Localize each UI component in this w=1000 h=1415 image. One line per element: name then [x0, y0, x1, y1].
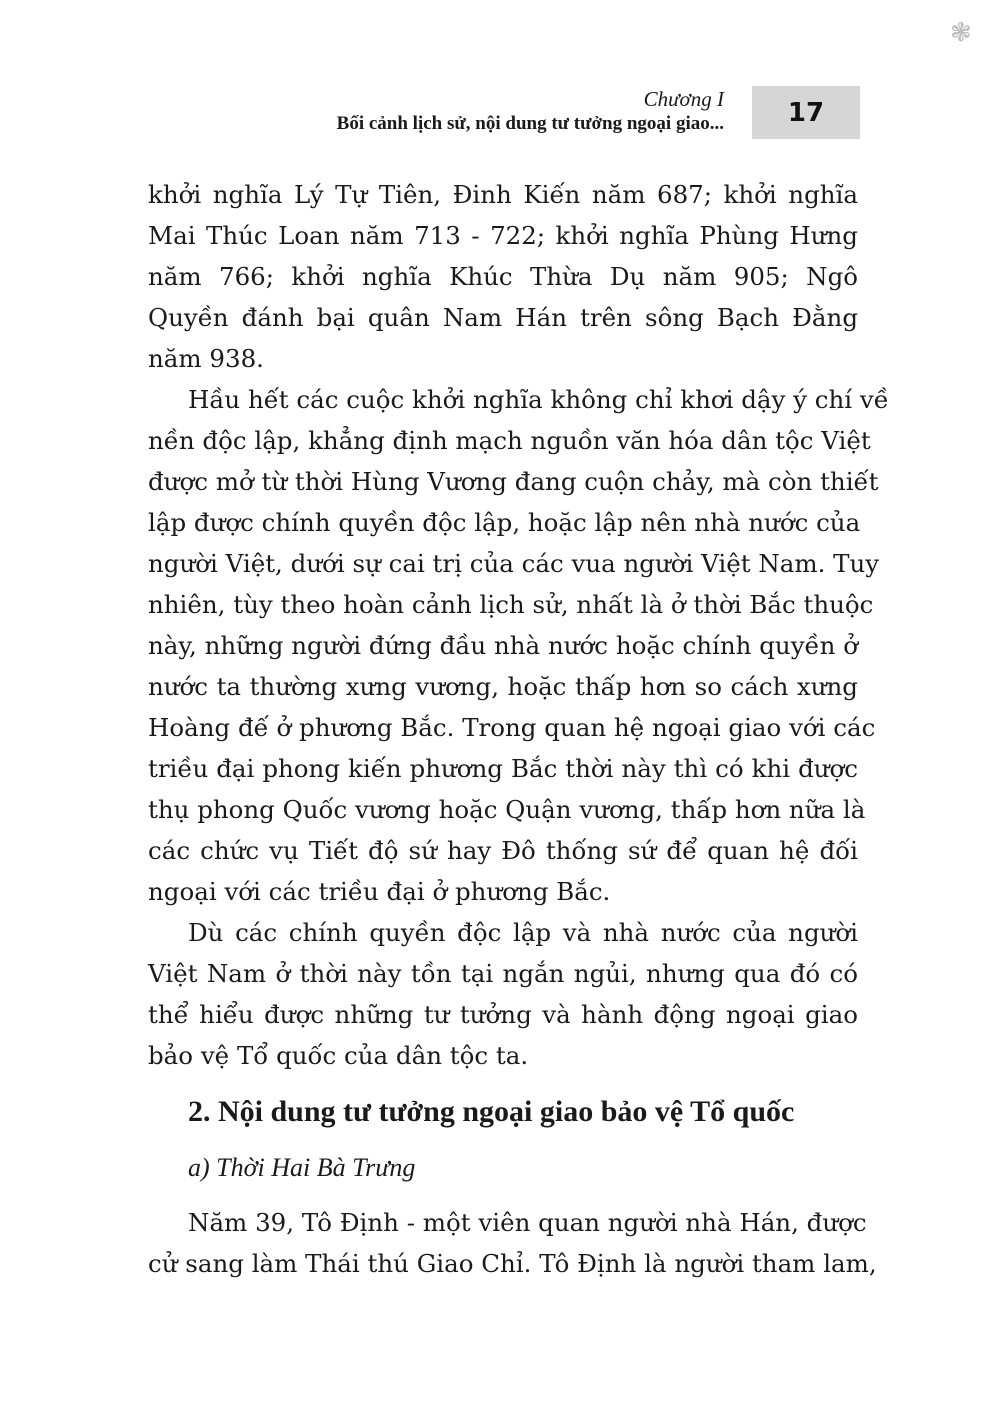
section-heading: 2. Nội dung tư tưởng ngoại giao bảo vệ Tổ quốc — [188, 1095, 795, 1128]
decorative-flower-icon: ❃ — [950, 18, 972, 48]
subsection-heading: a) Thời Hai Bà Trưng — [188, 1153, 416, 1182]
text-line: nền độc lập, khẳng định mạch nguồn văn hóa dân tộc Việt — [148, 426, 871, 455]
text-line: này, những người đứng đầu nhà nước hoặc chính quyền ở — [148, 631, 858, 660]
text-line: Hoàng đế ở phương Bắc. Trong quan hệ ngoại giao với các — [148, 713, 876, 742]
text-line: thể hiểu được những tư tưởng và hành động ngoại giao — [148, 1000, 858, 1029]
text-line: lập được chính quyền độc lập, hoặc lập nên nhà nước của — [148, 508, 861, 537]
chapter-title: Bối cảnh lịch sử, nội dung tư tưởng ngoại giao... — [336, 113, 724, 134]
text-line: bảo vệ Tổ quốc của dân tộc ta. — [148, 1041, 529, 1070]
text-line: các chức vụ Tiết độ sứ hay Đô thống sứ để quan hệ đối — [148, 836, 858, 865]
text-line: Năm 39, Tô Định - một viên quan người nhà Hán, được — [188, 1208, 867, 1237]
text-line: Việt Nam ở thời này tồn tại ngắn ngủi, nhưng qua đó có — [148, 959, 858, 988]
running-header — [337, 86, 724, 136]
text-line: thụ phong Quốc vương hoặc Quận vương, thấp hơn nữa là — [148, 795, 866, 824]
text-line: năm 766; khởi nghĩa Khúc Thừa Dụ năm 905; Ngô — [148, 262, 858, 291]
text-line: năm 938. — [148, 344, 264, 373]
text-line: Hầu hết các cuộc khởi nghĩa không chỉ khơi dậy ý chí về — [188, 385, 889, 414]
text-line: nhiên, tùy theo hoàn cảnh lịch sử, nhất là ở thời Bắc thuộc — [148, 590, 874, 619]
text-line: Quyền đánh bại quân Nam Hán trên sông Bạch Đằng — [148, 303, 858, 332]
text-line: cử sang làm Thái thú Giao Chỉ. Tô Định là người tham lam, — [148, 1249, 877, 1278]
chapter-label: Chương I — [643, 87, 724, 111]
page-number: 17 — [752, 86, 860, 139]
text-line: Dù các chính quyền độc lập và nhà nước của người — [188, 918, 858, 947]
text-line: Mai Thúc Loan năm 713 - 722; khởi nghĩa Phùng Hưng — [148, 221, 858, 250]
text-line: nước ta thường xưng vương, hoặc thấp hơn so cách xưng — [148, 672, 858, 701]
text-line: triều đại phong kiến phương Bắc thời này thì có khi được — [148, 754, 858, 783]
text-line: khởi nghĩa Lý Tự Tiên, Đinh Kiến năm 687; khởi nghĩa — [148, 180, 858, 209]
text-line: người Việt, dưới sự cai trị của các vua người Việt Nam. Tuy — [148, 549, 880, 578]
text-line: ngoại với các triều đại ở phương Bắc. — [148, 877, 611, 906]
text-line: được mở từ thời Hùng Vương đang cuộn chảy, mà còn thiết — [148, 467, 879, 496]
